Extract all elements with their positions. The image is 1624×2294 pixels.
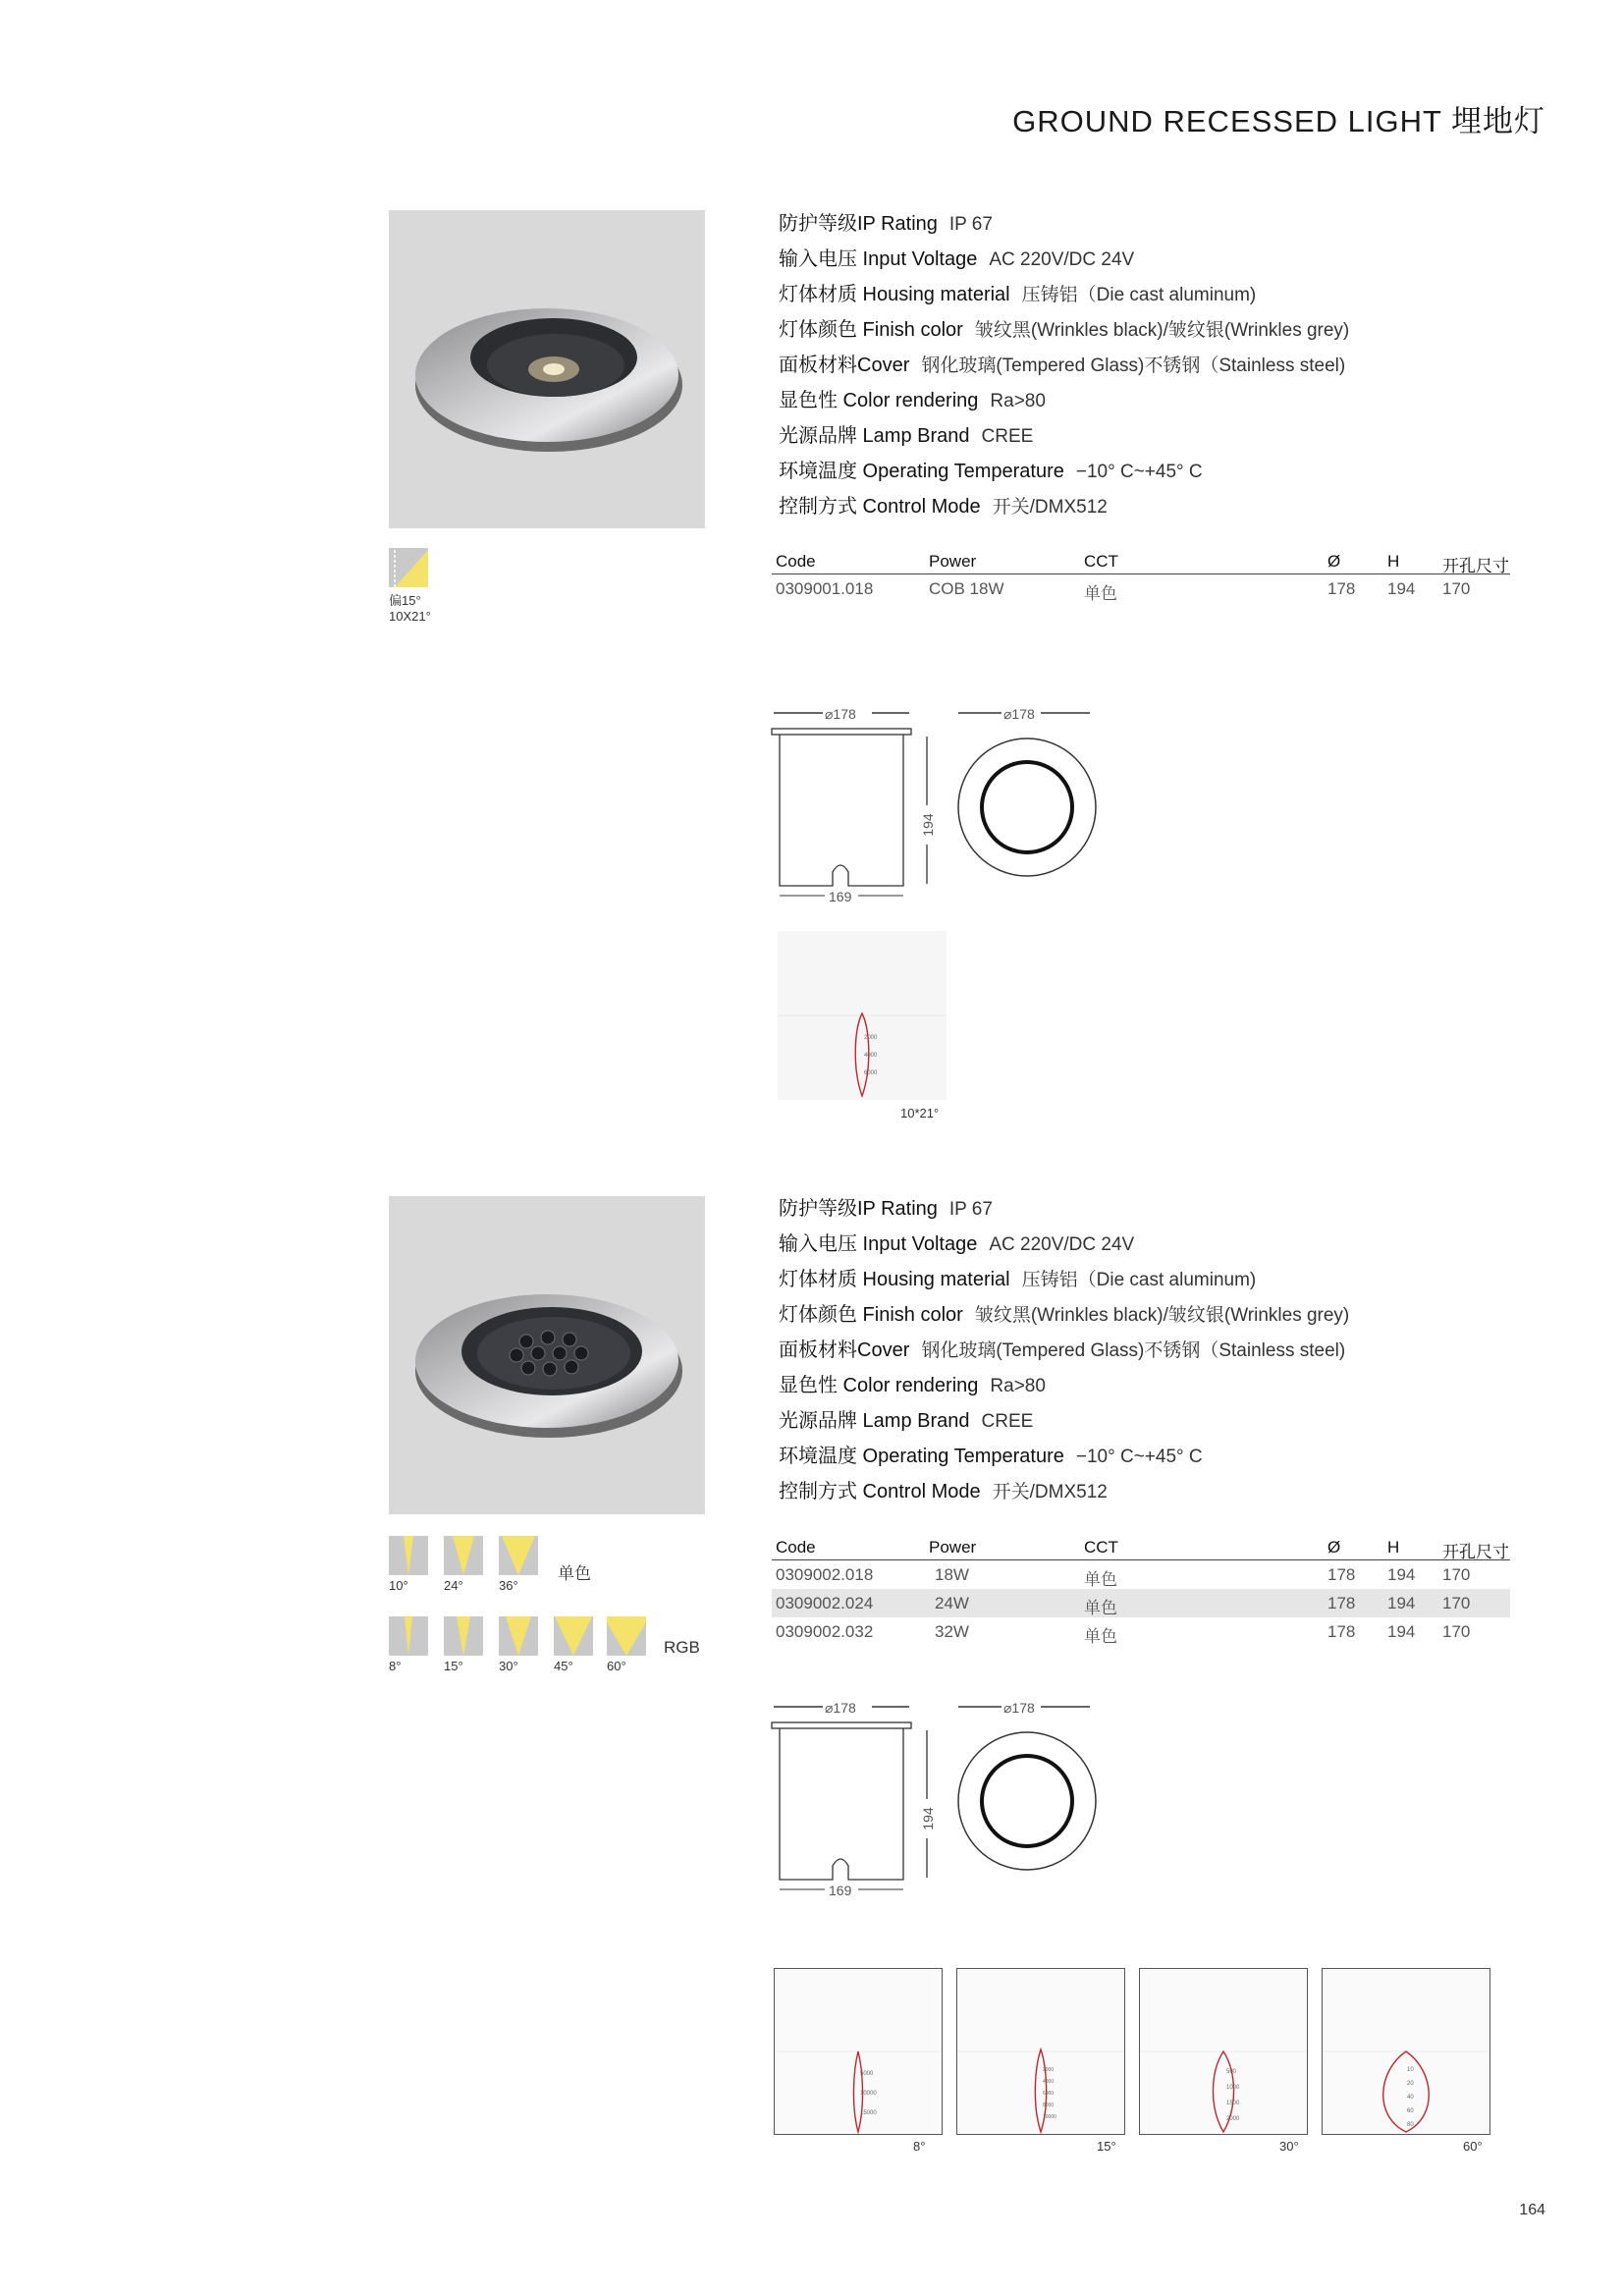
svg-text:1500: 1500 <box>1226 2101 1240 2106</box>
table-header: Code Power CCT Ø H 开孔尺寸 <box>772 1534 1510 1560</box>
height-label: 194 <box>920 813 936 837</box>
plan-diameter-label: ⌀178 <box>1003 1700 1035 1716</box>
beam-icon-36: 36° <box>499 1536 538 1593</box>
bottom-width-label: 169 <box>829 1883 852 1898</box>
svg-text:500: 500 <box>1226 2069 1237 2075</box>
svg-text:80: 80 <box>1407 2122 1414 2128</box>
page-title: GROUND RECESSED LIGHT 埋地灯 <box>1012 104 1545 138</box>
polar-label: 30° <box>1279 2139 1299 2154</box>
svg-text:60: 60 <box>1407 2108 1414 2114</box>
spec-row: 防护等级IP Rating IP 67 <box>779 1198 993 1220</box>
spec-row: 控制方式 Control Mode 开关/DMX512 <box>779 496 1108 518</box>
spec-row: 灯体颜色 Finish color 皱纹黑(Wrinkles black)/皱纹银(Wrinkles grey) <box>779 1304 1350 1326</box>
spec-row: 灯体材质 Housing material 压铸铝（Die cast aluminum) <box>779 284 1257 305</box>
svg-text:1000: 1000 <box>1226 2085 1240 2091</box>
beam-medium-icon <box>444 1536 483 1575</box>
beam-angle-icon: 偏15° 10X21° <box>389 548 431 624</box>
svg-text:4000: 4000 <box>864 1053 878 1059</box>
svg-text:40: 40 <box>1407 2095 1414 2101</box>
side-diameter-label: ⌀178 <box>825 706 856 722</box>
product-photo-1 <box>389 210 705 528</box>
beam-icon-10: 10° <box>389 1536 428 1593</box>
side-diameter-label: ⌀178 <box>825 1700 856 1716</box>
spec-list-2 <box>779 1191 1525 1509</box>
dimension-drawing-1 <box>766 697 1110 913</box>
svg-text:6000: 6000 <box>1043 2091 1055 2097</box>
svg-text:6000: 6000 <box>864 1070 878 1076</box>
spec-row: 控制方式 Control Mode 开关/DMX512 <box>779 1481 1108 1502</box>
beam-narrow-icon <box>389 1536 428 1575</box>
spec-row: 显色性 Color rendering Ra>80 <box>779 1375 1046 1396</box>
spec-row: 灯体材质 Housing material 压铸铝（Die cast aluminum) <box>779 1269 1257 1290</box>
plan-diameter-label: ⌀178 <box>1003 706 1035 722</box>
svg-text:20: 20 <box>1407 2081 1414 2087</box>
height-label: 194 <box>920 1807 936 1830</box>
svg-text:5000: 5000 <box>860 2071 874 2077</box>
table-row: 0309002.024 24W 单色 178 194 170 <box>772 1589 1510 1617</box>
beam-rgb-label: RGB <box>664 1638 700 1657</box>
beam-wide-icon <box>499 1536 538 1575</box>
polar-chart <box>774 1968 943 2135</box>
spec-row: 灯体颜色 Finish color 皱纹黑(Wrinkles black)/皱纹银(Wrinkles grey) <box>779 319 1350 341</box>
product-image-round-cob <box>389 210 705 528</box>
spec-row: 环境温度 Operating Temperature −10° C~+45° C <box>779 461 1203 482</box>
svg-text:2000: 2000 <box>1043 2067 1055 2073</box>
bottom-width-label: 169 <box>829 889 852 904</box>
beam-icon-15: 15° <box>444 1616 483 1673</box>
product-table-1 <box>772 548 1510 603</box>
svg-text:10: 10 <box>1407 2067 1414 2073</box>
beam-icon-24: 24° <box>444 1536 483 1593</box>
spec-row: 输入电压 Input Voltage AC 220V/DC 24V <box>779 248 1135 270</box>
table-header: Code Power CCT Ø H 开孔尺寸 <box>772 548 1510 574</box>
table-row: 0309002.018 18W 单色 178 194 170 <box>776 1565 1471 1589</box>
spec-row: 环境温度 Operating Temperature −10° C~+45° C <box>779 1446 1203 1467</box>
product-image-round-multi-led <box>389 1196 705 1514</box>
spec-row: 光源品牌 Lamp Brand CREE <box>779 1410 1034 1432</box>
product-photo-2 <box>389 1196 705 1514</box>
svg-text:4000: 4000 <box>1043 2079 1055 2085</box>
svg-text:10000: 10000 <box>1043 2114 1056 2120</box>
beam-mono-label: 单色 <box>558 1564 591 1583</box>
table-row: 0309001.018 COB 18W 单色 178 194 170 <box>776 579 1471 603</box>
beam-icon-60: 60° <box>607 1616 646 1673</box>
polar-chart <box>1322 1968 1490 2135</box>
spec-row: 光源品牌 Lamp Brand CREE <box>779 425 1034 447</box>
spec-row: 显色性 Color rendering Ra>80 <box>779 390 1046 411</box>
spec-list-1 <box>779 206 1525 524</box>
svg-text:15000: 15000 <box>860 2110 877 2116</box>
beam-icon-8: 8° <box>389 1616 428 1673</box>
beam-narrow-icon <box>389 1616 428 1656</box>
polar-chart <box>778 931 947 1100</box>
table-row: 0309002.032 32W 单色 178 194 170 <box>776 1622 1471 1646</box>
product-table-2 <box>772 1534 1510 1646</box>
svg-text:2000: 2000 <box>864 1035 878 1041</box>
spec-row: 防护等级IP Rating IP 67 <box>779 213 993 235</box>
beam-icon-45: 45° <box>554 1616 593 1673</box>
beam-flood-icon <box>607 1616 646 1656</box>
beam-narrow-icon <box>444 1616 483 1656</box>
beam-medium-icon <box>499 1616 538 1656</box>
polar-label: 60° <box>1463 2139 1483 2154</box>
svg-text:10000: 10000 <box>860 2091 877 2097</box>
svg-text:2000: 2000 <box>1226 2116 1240 2122</box>
svg-text:8000: 8000 <box>1043 2103 1055 2108</box>
polar-chart <box>956 1968 1125 2135</box>
spec-row: 输入电压 Input Voltage AC 220V/DC 24V <box>779 1233 1135 1255</box>
polar-label: 10*21° <box>900 1106 940 1120</box>
beam-icon-30: 30° <box>499 1616 538 1673</box>
beam-wide-icon <box>554 1616 593 1656</box>
polar-label: 8° <box>913 2139 926 2154</box>
polar-chart <box>1139 1968 1308 2135</box>
spec-row: 面板材料Cover 钢化玻璃(Tempered Glass)不锈钢（Stainless steel) <box>779 355 1346 376</box>
tilted-beam-icon <box>389 548 428 587</box>
polar-label: 15° <box>1097 2139 1116 2154</box>
page-number: 164 <box>1519 2202 1545 2218</box>
spec-row: 面板材料Cover 钢化玻璃(Tempered Glass)不锈钢（Stainless steel) <box>779 1339 1346 1361</box>
dimension-drawing-2 <box>766 1691 1110 1907</box>
